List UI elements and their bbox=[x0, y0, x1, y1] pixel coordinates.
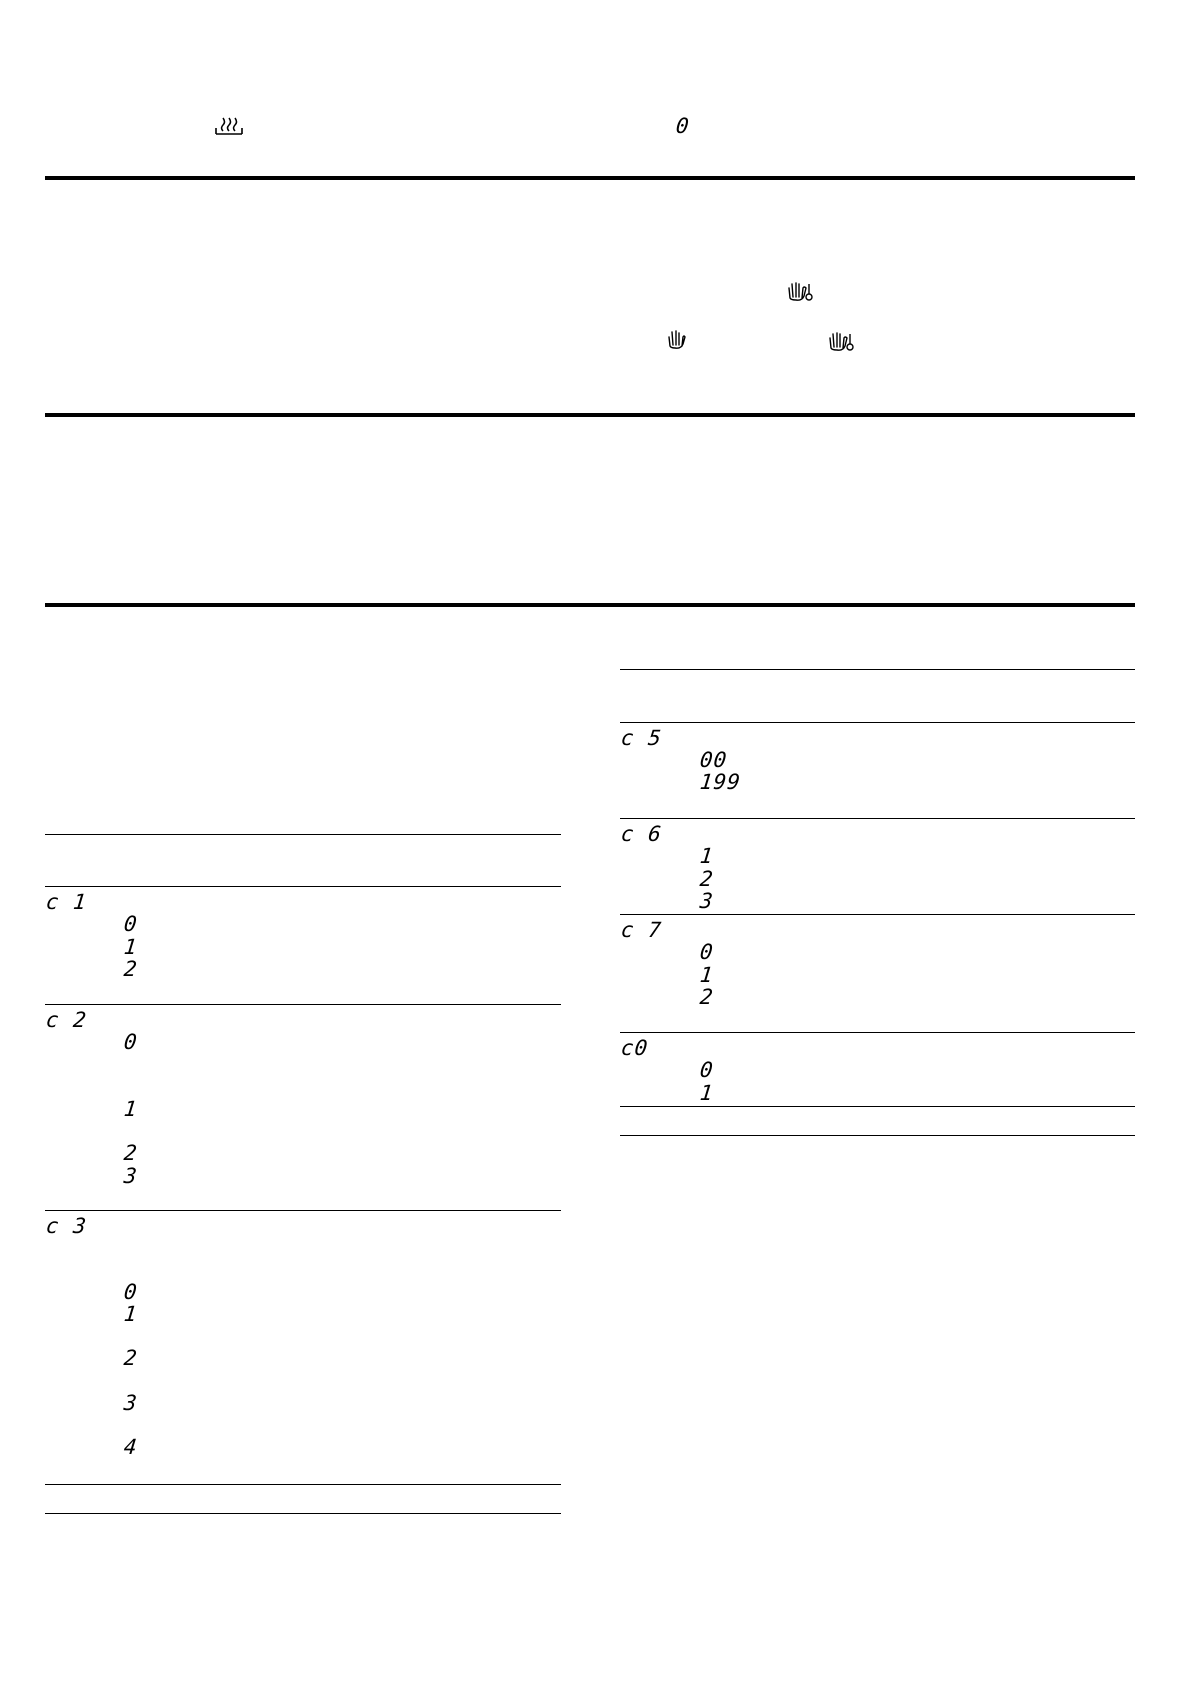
table-rule bbox=[620, 1032, 1135, 1033]
table-rule bbox=[45, 1210, 561, 1211]
hand-thermometer-icon-2 bbox=[827, 328, 855, 352]
setting-value: 0 bbox=[698, 940, 715, 964]
table-rule bbox=[620, 669, 1135, 670]
setting-code-c5: c 5 bbox=[619, 726, 664, 750]
setting-value: 4 bbox=[122, 1435, 139, 1459]
table-rule bbox=[45, 886, 561, 887]
setting-value: 2 bbox=[122, 1141, 139, 1165]
setting-code-c1: c 1 bbox=[44, 890, 89, 914]
setting-value: 2 bbox=[698, 867, 715, 891]
table-rule bbox=[45, 834, 561, 835]
setting-value: 2 bbox=[698, 985, 715, 1009]
setting-value: 1 bbox=[698, 1081, 715, 1105]
setting-code-c7: c 7 bbox=[619, 918, 664, 942]
top-digit: 0 bbox=[674, 114, 691, 138]
table-rule bbox=[620, 1135, 1135, 1136]
keep-warm-icon bbox=[214, 115, 246, 137]
setting-value: 3 bbox=[698, 889, 715, 913]
table-rule bbox=[45, 1513, 561, 1514]
setting-value: 1 bbox=[122, 1302, 139, 1326]
setting-value: 1 bbox=[122, 1097, 139, 1121]
table-rule bbox=[45, 1484, 561, 1485]
table-rule bbox=[620, 914, 1135, 915]
setting-code-c0: c0 bbox=[619, 1036, 650, 1060]
setting-value: 3 bbox=[122, 1391, 139, 1415]
setting-value: 0 bbox=[122, 1030, 139, 1054]
table-rule bbox=[620, 722, 1135, 723]
table-rule bbox=[620, 1106, 1135, 1107]
setting-value: 1 bbox=[122, 935, 139, 959]
setting-value: 199 bbox=[698, 770, 743, 794]
setting-code-c6: c 6 bbox=[619, 822, 664, 846]
table-rule bbox=[620, 818, 1135, 819]
section-divider bbox=[45, 413, 1135, 417]
hand-icon bbox=[666, 328, 686, 350]
setting-code-c2: c 2 bbox=[44, 1008, 89, 1032]
setting-value: 00 bbox=[698, 748, 729, 772]
setting-code-c3: c 3 bbox=[44, 1214, 89, 1238]
setting-value: 0 bbox=[122, 1280, 139, 1304]
setting-value: 2 bbox=[122, 1346, 139, 1370]
section-divider bbox=[45, 176, 1135, 180]
setting-value: 0 bbox=[122, 912, 139, 936]
setting-value: 1 bbox=[698, 844, 715, 868]
section-divider bbox=[45, 603, 1135, 607]
table-rule bbox=[45, 1004, 561, 1005]
hand-thermometer-icon bbox=[786, 278, 814, 302]
setting-value: 1 bbox=[698, 963, 715, 987]
setting-value: 2 bbox=[122, 957, 139, 981]
setting-value: 3 bbox=[122, 1164, 139, 1188]
setting-value: 0 bbox=[698, 1058, 715, 1082]
